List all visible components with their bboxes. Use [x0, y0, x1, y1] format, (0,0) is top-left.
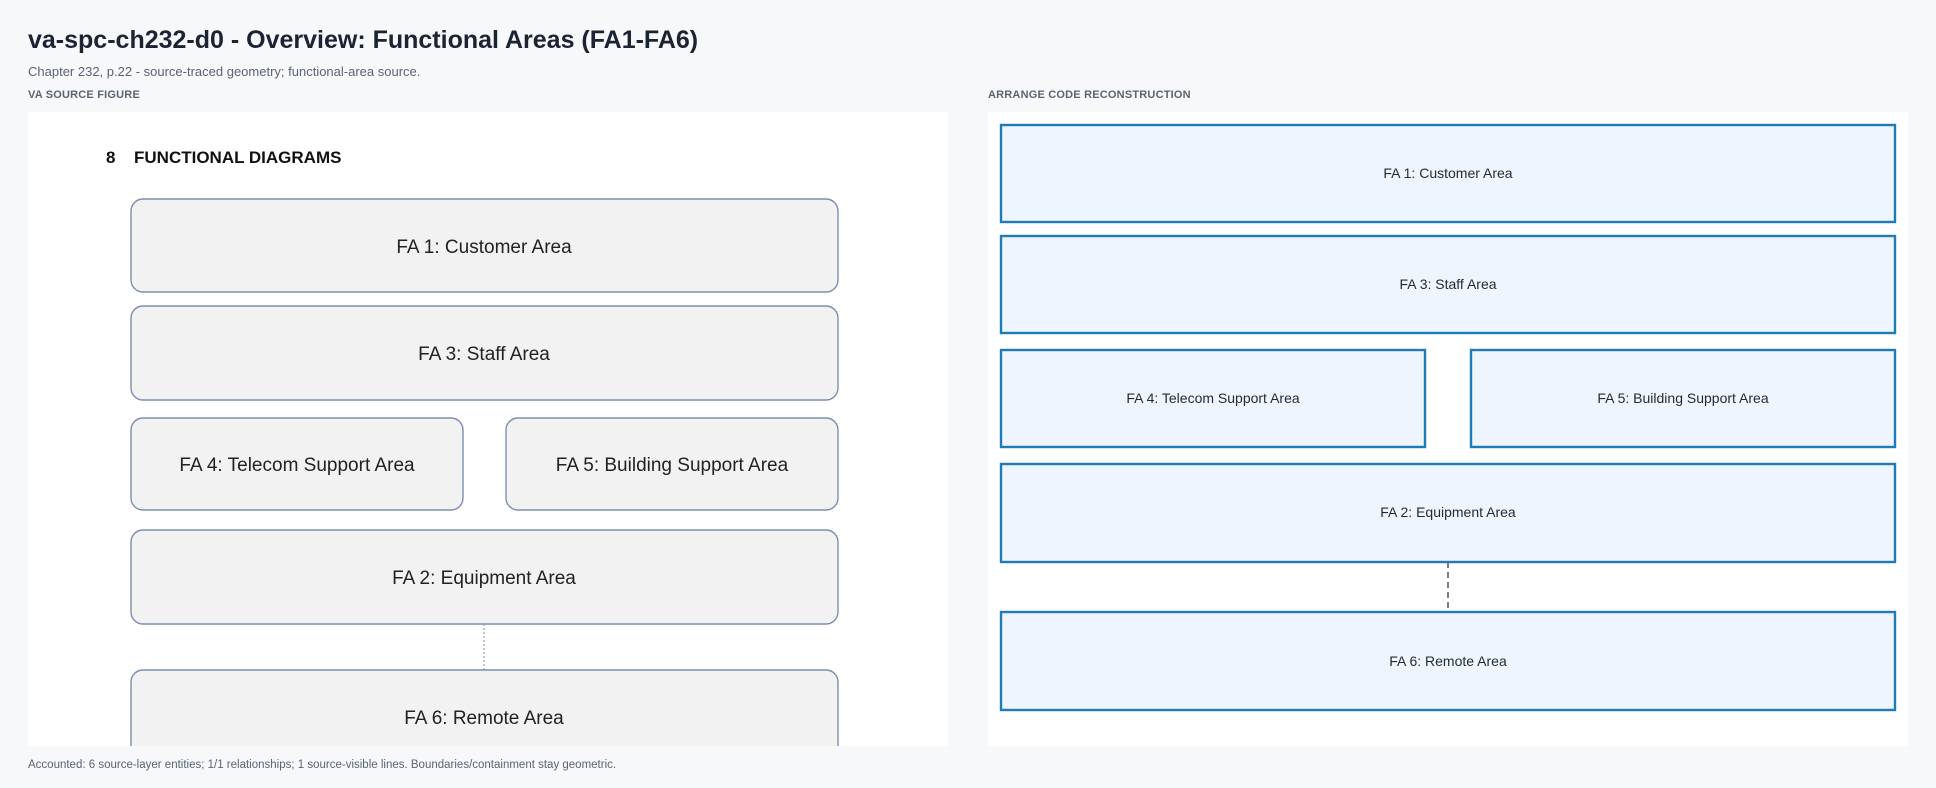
- reconstruction-panel-label: ARRANGE CODE RECONSTRUCTION: [988, 89, 1191, 101]
- source-box-fa3-label: FA 3: Staff Area: [418, 344, 550, 365]
- source-box-fa4-label: FA 4: Telecom Support Area: [179, 455, 415, 476]
- reconstruction-canvas: [988, 112, 1908, 746]
- source-section-number: 8: [106, 148, 116, 167]
- reconstruction-box-fa1-label: FA 1: Customer Area: [1383, 165, 1513, 181]
- reconstruction-box-fa4-label: FA 4: Telecom Support Area: [1126, 390, 1300, 406]
- reconstruction-panel: [988, 112, 1908, 746]
- source-box-fa5-label: FA 5: Building Support Area: [555, 455, 789, 476]
- source-box-fa5: [506, 418, 838, 510]
- source-box-fa6: [131, 670, 838, 746]
- source-box-fa2-label: FA 2: Equipment Area: [392, 568, 576, 589]
- reconstruction-box-fa2-label: FA 2: Equipment Area: [1380, 504, 1516, 520]
- page-title: va-spc-ch232-d0 - Overview: Functional Areas (FA1-FA6): [28, 26, 699, 54]
- reconstruction-box-fa3: [1001, 236, 1895, 333]
- reconstruction-box-fa4: [1001, 350, 1425, 447]
- source-figure-canvas: [28, 112, 948, 746]
- footer-note: Accounted: 6 source-layer entities; 1/1 relationships; 1 source-visible lines. Boundaries/containment stay geometric.: [28, 759, 617, 771]
- source-section-title: FUNCTIONAL DIAGRAMS: [134, 148, 342, 167]
- reconstruction-box-fa5-label: FA 5: Building Support Area: [1597, 390, 1769, 406]
- source-box-fa2: [131, 530, 838, 624]
- reconstruction-box-fa6-label: FA 6: Remote Area: [1389, 653, 1507, 669]
- source-box-fa1-label: FA 1: Customer Area: [396, 237, 572, 258]
- source-panel-label: VA SOURCE FIGURE: [28, 89, 140, 101]
- source-box-fa6-label: FA 6: Remote Area: [404, 708, 564, 729]
- source-box-fa4: [131, 418, 463, 510]
- source-box-fa1: [131, 199, 838, 292]
- reconstruction-box-fa1: [1001, 125, 1895, 222]
- reconstruction-box-fa3-label: FA 3: Staff Area: [1399, 276, 1497, 292]
- reconstruction-box-fa5: [1471, 350, 1895, 447]
- reconstruction-box-fa6: [1001, 612, 1895, 710]
- source-box-fa3: [131, 306, 838, 400]
- source-figure-panel: [28, 112, 948, 746]
- page-subtitle: Chapter 232, p.22 - source-traced geometry; functional-area source.: [28, 64, 421, 79]
- reconstruction-box-fa2: [1001, 464, 1895, 562]
